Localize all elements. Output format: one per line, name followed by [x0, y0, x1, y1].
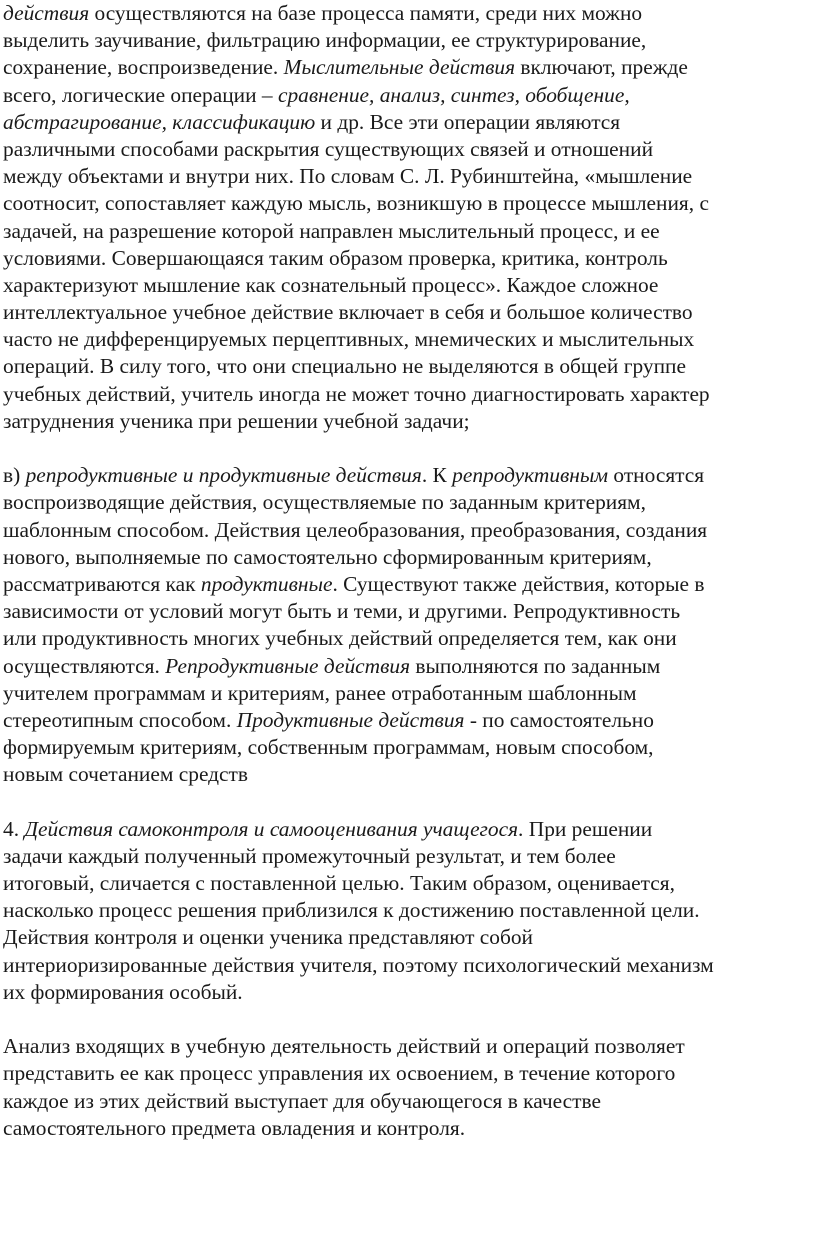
text-line	[3, 0, 642, 27]
text-line	[3, 598, 680, 625]
text-line	[3, 544, 652, 571]
text-run: стереотипным способом.	[3, 707, 237, 732]
italic-term: сравнение, анализ, синтез, обобщение,	[277, 82, 630, 107]
text-run: затруднения ученика при решении учебной задачи;	[3, 408, 470, 433]
text-run: осуществляются на базе процесса памяти, среди них можно	[89, 1, 643, 25]
text-line	[3, 707, 654, 734]
italic-term: абстрагирование, классификацию	[3, 109, 316, 134]
paragraph-gap	[3, 1006, 816, 1033]
text-line	[3, 489, 646, 516]
text-line	[3, 163, 692, 190]
text-run: формируемым критериям, собственным программам, новым способом,	[3, 735, 654, 760]
text-line	[3, 462, 704, 489]
paragraph-memory-thinking	[3, 0, 816, 435]
text-run: Действия контроля и оценки ученика представляют собой	[3, 925, 533, 950]
text-line	[3, 353, 686, 380]
text-line	[3, 109, 620, 136]
paragraph-self-control	[3, 816, 816, 1006]
text-line	[3, 54, 688, 81]
text-run: шаблонным способом. Действия целеобразования, преобразования, создания	[3, 517, 708, 542]
paragraph-gap	[3, 788, 816, 815]
text-run: зависимости от условий могут быть и теми, и другими. Репродуктивность	[3, 599, 681, 624]
text-line	[3, 381, 710, 408]
paragraph-reproductive-productive	[3, 462, 816, 788]
text-line	[3, 979, 243, 1006]
text-line	[3, 571, 704, 598]
text-run: Анализ входящих в учебную деятельность действий и операций позволяет	[3, 1034, 685, 1059]
text-run: условиями. Совершающаяся таким образом проверка, критика, контроль	[3, 245, 668, 270]
text-line	[3, 245, 668, 272]
text-line	[3, 625, 677, 652]
italic-term: действия	[3, 1, 90, 25]
text-run: характеризуют мышление как сознательный процесс». Каждое сложное	[3, 272, 659, 297]
italic-term: репродуктивные и продуктивные действия	[25, 463, 422, 488]
text-run: различными способами раскрытия существующих связей и отношений	[3, 136, 654, 161]
text-run: включают, прежде	[515, 55, 688, 80]
text-run: задачей, на разрешение которой направлен мыслительный процесс, и ее	[3, 218, 660, 243]
text-run: новым сочетанием средств	[3, 762, 248, 787]
text-line	[3, 1060, 675, 1087]
text-run: часто не дифференцируемых перцептивных, мнемических и мыслительных	[3, 327, 695, 352]
text-run: . Существуют также действия, которые в	[332, 571, 705, 596]
text-run: воспроизводящие действия, осуществляемые по заданным критериям,	[3, 490, 646, 515]
text-run: всего, логические операции –	[3, 82, 278, 107]
text-line	[3, 190, 709, 217]
text-line	[3, 136, 653, 163]
text-line	[3, 816, 652, 843]
italic-term: Продуктивные действия	[236, 707, 465, 732]
text-run: самостоятельного предмета овладения и контроля.	[3, 1115, 466, 1140]
italic-term: Действия самоконтроля и самооценивания учащегося	[24, 816, 519, 841]
italic-term: Мыслительные действия	[283, 55, 516, 80]
text-run: выполняются по заданным	[410, 653, 661, 678]
document-body	[3, 0, 816, 1142]
text-line	[3, 1088, 601, 1115]
text-run: их формирования особый.	[3, 979, 243, 1004]
text-line	[3, 82, 630, 109]
text-run: относятся	[608, 463, 705, 488]
text-run: нового, выполняемые по самостоятельно сформированным критериям,	[3, 544, 652, 569]
text-line	[3, 897, 700, 924]
text-run: в)	[3, 463, 26, 488]
text-run: интеллектуальное учебное действие включает в себя и большое количество	[3, 300, 693, 325]
text-run: 4.	[3, 816, 25, 841]
text-run: . К	[421, 463, 453, 488]
text-line	[3, 680, 637, 707]
text-line	[3, 1115, 465, 1142]
text-line	[3, 27, 646, 54]
text-line	[3, 870, 675, 897]
italic-term: Репродуктивные действия	[165, 653, 411, 678]
text-line	[3, 761, 248, 788]
paragraph-gap	[3, 435, 816, 462]
text-run: выделить заучивание, фильтрацию информации, ее структурирование,	[3, 28, 647, 53]
text-line	[3, 924, 533, 951]
text-run: операций. В силу того, что они специально не выделяются в общей группе	[3, 354, 686, 379]
text-run: итоговый, сличается с поставленной целью. Таким образом, оценивается,	[3, 871, 675, 895]
text-line	[3, 653, 660, 680]
text-line	[3, 517, 707, 544]
text-run: сохранение, воспроизведение.	[3, 55, 284, 80]
italic-term: репродуктивным	[452, 463, 609, 488]
text-run: и др. Все эти операции являются	[315, 109, 621, 134]
text-run: или продуктивность многих учебных действий определяется тем, как они	[3, 626, 677, 651]
text-run: насколько процесс решения приблизился к достижению поставленной цели.	[3, 898, 700, 923]
text-line	[3, 952, 714, 979]
text-line	[3, 408, 470, 435]
text-line	[3, 843, 616, 870]
text-line	[3, 326, 694, 353]
text-run: задачи каждый полученный промежуточный результат, и тем более	[3, 843, 616, 868]
text-run: учителем программам и критериям, ранее отработанным шаблонным	[3, 680, 637, 705]
text-run: рассматриваются как	[3, 571, 201, 596]
text-run: . При решении	[518, 816, 653, 841]
text-line	[3, 272, 658, 299]
text-run: - по самостоятельно	[464, 707, 654, 732]
text-line	[3, 299, 693, 326]
text-run: представить ее как процесс управления их освоением, в течение которого	[3, 1061, 676, 1086]
text-run: между объектами и внутри них. По словам С. Л. Рубинштейна, «мышление	[3, 164, 693, 189]
text-run: соотносит, сопоставляет каждую мысль, возникшую в процессе мышления, с	[3, 191, 709, 216]
text-line	[3, 218, 660, 245]
text-line	[3, 734, 654, 761]
paragraph-analysis-conclusion	[3, 1033, 816, 1142]
text-run: каждое из этих действий выступает для обучающегося в качестве	[3, 1088, 601, 1113]
text-line	[3, 1033, 685, 1060]
italic-term: продуктивные	[200, 571, 333, 596]
text-run: осуществляются.	[3, 653, 166, 678]
text-run: учебных действий, учитель иногда не может точно диагностировать характер	[3, 381, 710, 406]
text-run: интериоризированные действия учителя, поэтому психологический механизм	[3, 952, 714, 977]
